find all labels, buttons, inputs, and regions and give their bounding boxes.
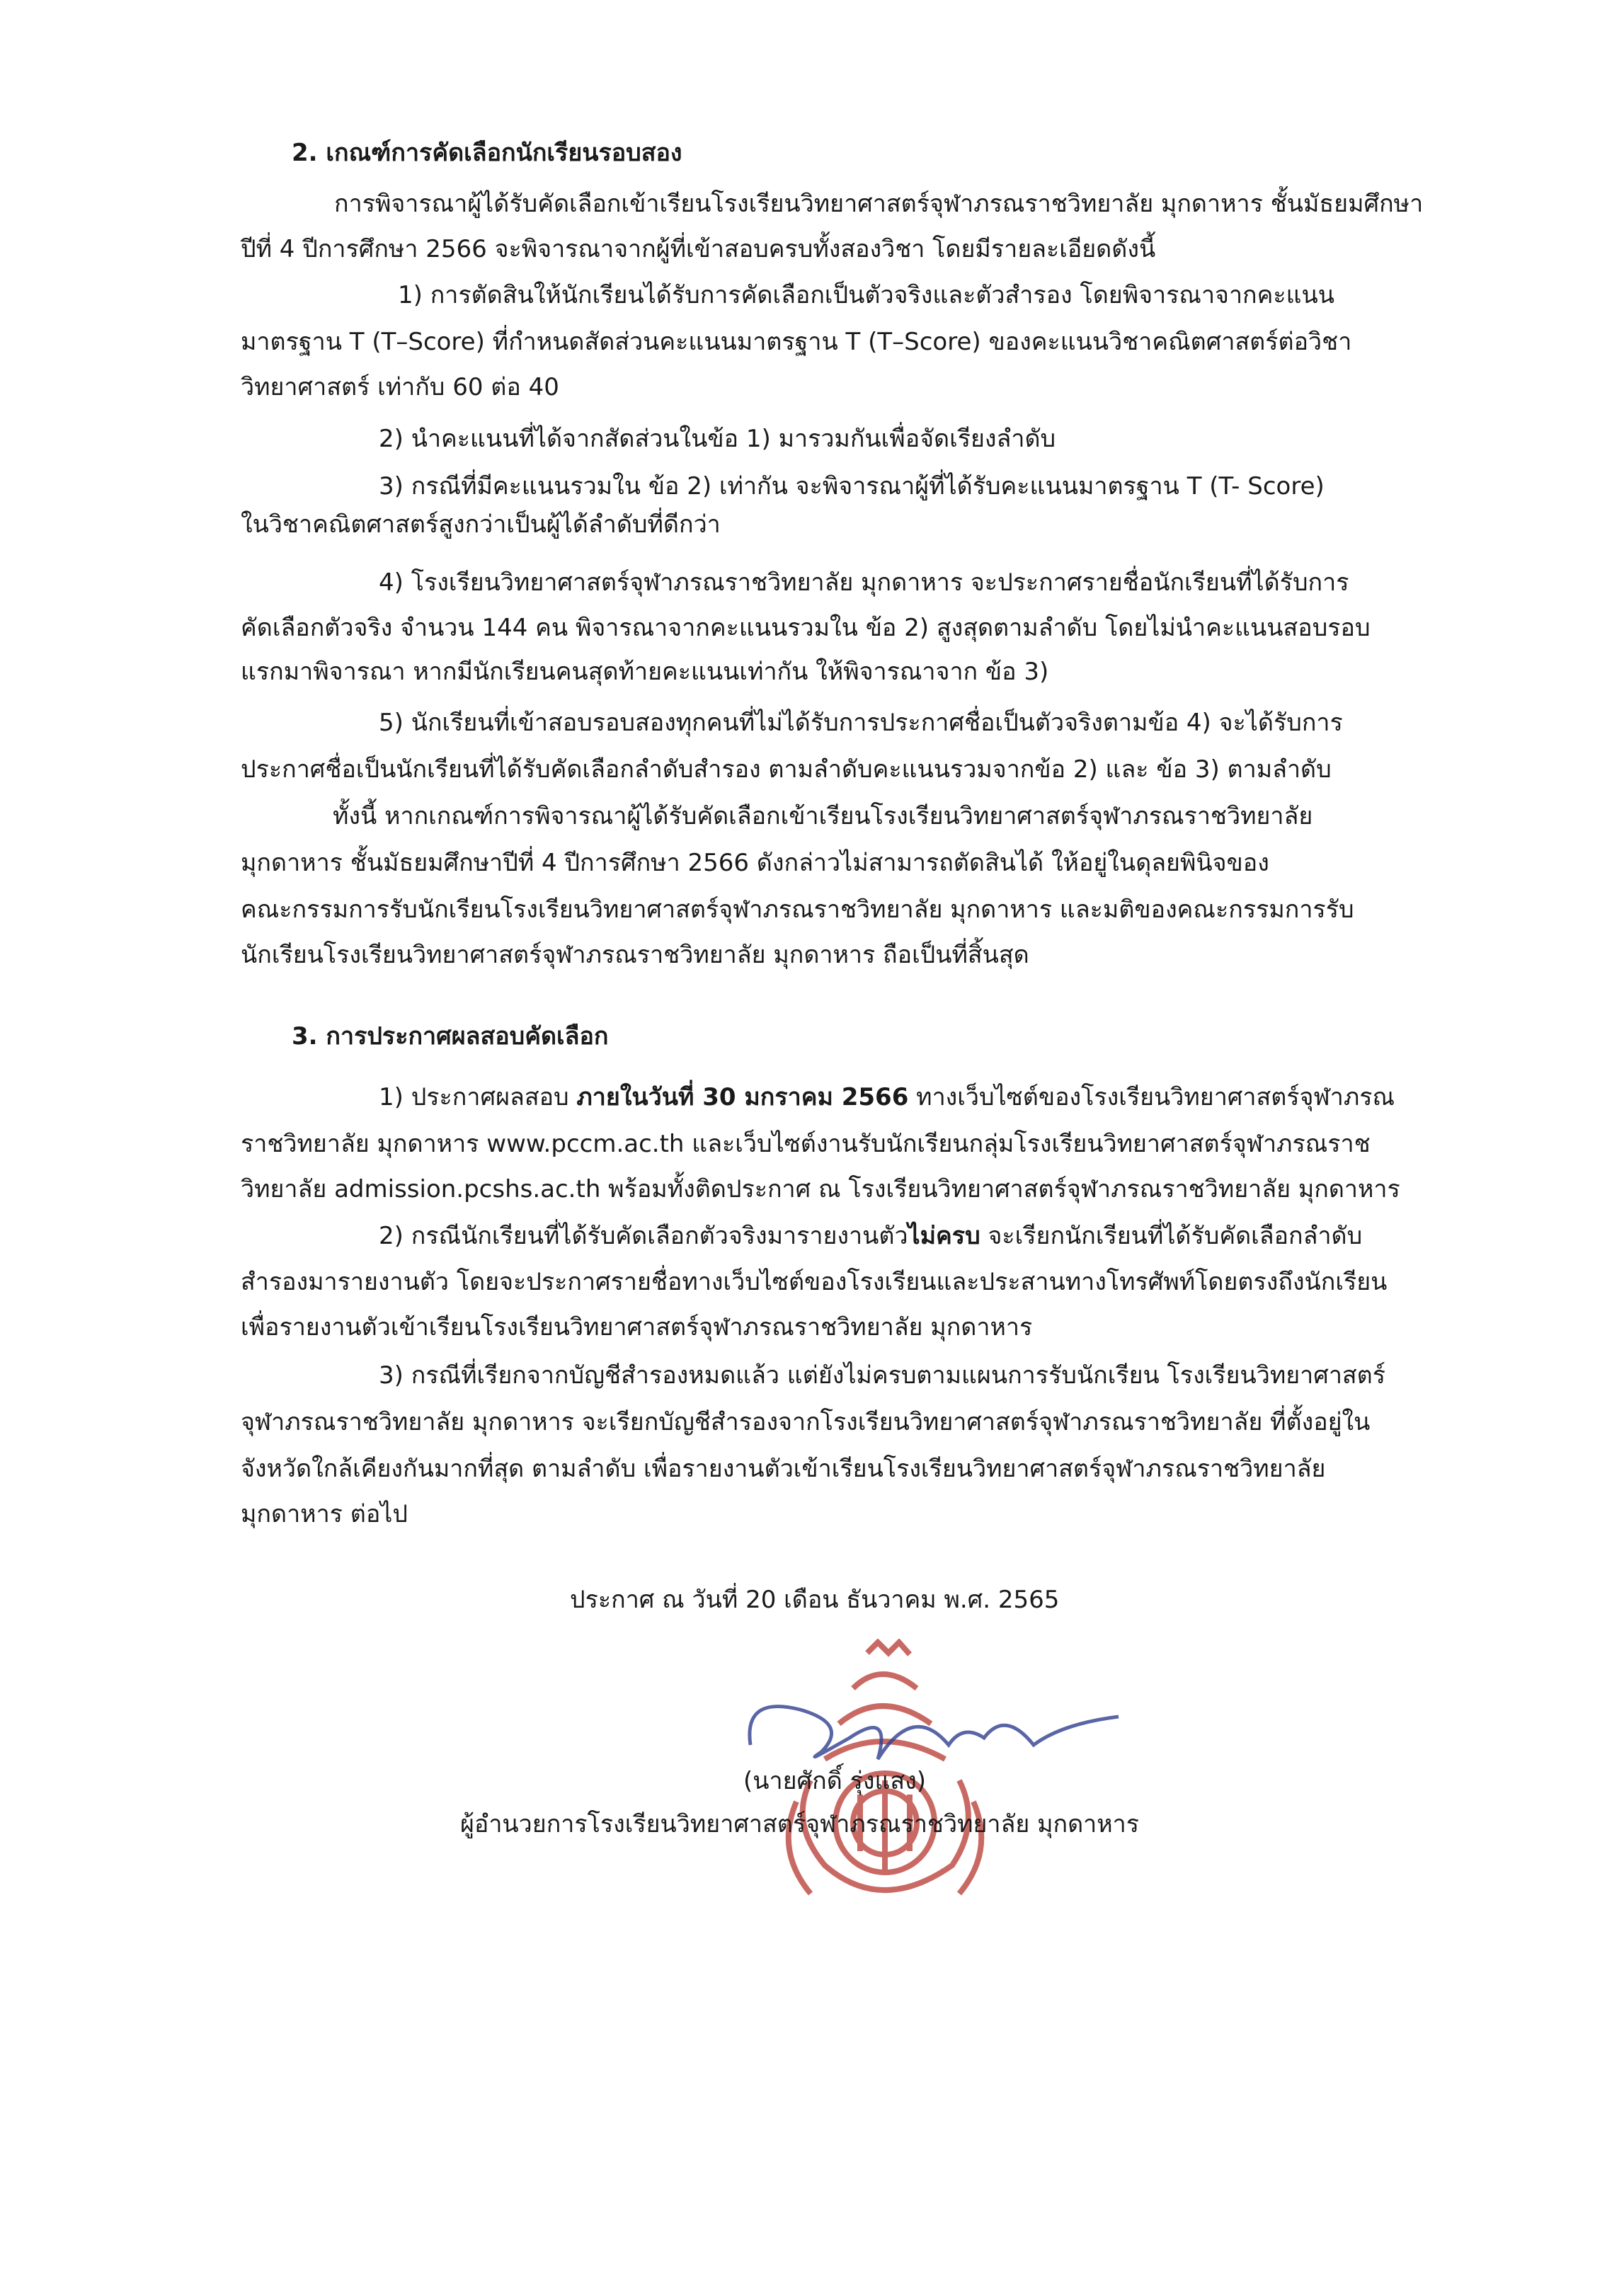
- section-3-heading: 3. การประกาศผลสอบคัดเลือก: [292, 1022, 609, 1051]
- result-item-2: [379, 1218, 1362, 1254]
- closing-paragraph: นักเรียนโรงเรียนวิทยาศาสตร์จุฬาภรณราชวิทยาลัย มุกดาหาร ถือเป็นที่สิ้นสุด: [241, 941, 1029, 969]
- result-item-2: เพื่อรายงานตัวเข้าเรียนโรงเรียนวิทยาศาสตร์จุฬาภรณราชวิทยาลัย มุกดาหาร: [241, 1313, 1033, 1341]
- closing-paragraph: คณะกรรมการรับนักเรียนโรงเรียนวิทยาศาสตร์จุฬาภรณราชวิทยาลัย มุกดาหาร และมติของคณะกรรมการรับ: [241, 895, 1354, 924]
- incomplete-emphasis: ไม่ครบ: [908, 1222, 980, 1250]
- result-item-1-text: ทางเว็บไซต์ของโรงเรียนวิทยาศาสตร์จุฬาภรณ: [908, 1083, 1395, 1111]
- section-2-intro-line: ปีที่ 4 ปีการศึกษา 2566 จะพิจารณาจากผู้ที่เข้าสอบครบทั้งสองวิชา โดยมีรายละเอียดดังนี้: [241, 235, 1156, 263]
- result-item-3: จุฬาภรณราชวิทยาลัย มุกดาหาร จะเรียกบัญชีสำรองจากโรงเรียนวิทยาศาสตร์จุฬาภรณราชวิทยาลัย ที่ตั้งอยู่ใน: [241, 1408, 1371, 1436]
- criteria-item-1: 1) การตัดสินให้นักเรียนได้รับการคัดเลือกเป็นตัวจริงและตัวสำรอง โดยพิจารณาจากคะแนน: [398, 281, 1335, 309]
- criteria-item-5: 5) นักเรียนที่เข้าสอบรอบสองทุกคนที่ไม่ได้รับการประกาศชื่อเป็นตัวจริงตามข้อ 4) จะได้รับการ: [379, 709, 1343, 737]
- result-item-3: มุกดาหาร ต่อไป: [241, 1500, 408, 1528]
- announcement-date: ประกาศ ณ วันที่ 20 เดือน ธันวาคม พ.ศ. 2565: [570, 1586, 1060, 1614]
- criteria-item-1: วิทยาศาสตร์ เท่ากับ 60 ต่อ 40: [241, 373, 559, 401]
- criteria-item-1: มาตรฐาน T (T–Score) ที่กำหนดสัดส่วนคะแนนมาตรฐาน T (T–Score) ของคะแนนวิชาคณิตศาสตร์ต่อวิชา: [241, 328, 1352, 356]
- signer-title: ผู้อำนวยการโรงเรียนวิทยาศาสตร์จุฬาภรณราชวิทยาลัย มุกดาหาร: [460, 1810, 1140, 1838]
- criteria-item-3: 3) กรณีที่มีคะแนนรวมใน ข้อ 2) เท่ากัน จะพิจารณาผู้ที่ได้รับคะแนนมาตรฐาน T (T- Score): [379, 472, 1325, 500]
- result-date-emphasis: ภายในวันที่ 30 มกราคม 2566: [576, 1083, 909, 1111]
- result-item-2-text: 2) กรณีนักเรียนที่ได้รับคัดเลือกตัวจริงมารายงานตัว: [379, 1222, 908, 1250]
- result-item-2: สำรองมารายงานตัว โดยจะประกาศรายชื่อทางเว็บไซต์ของโรงเรียนและประสานทางโทรศัพท์โดยตรงถึงนักเรียน: [241, 1268, 1388, 1296]
- criteria-item-4: 4) โรงเรียนวิทยาศาสตร์จุฬาภรณราชวิทยาลัย มุกดาหาร จะประกาศรายชื่อนักเรียนที่ได้รับการ: [379, 568, 1349, 597]
- result-item-1: ราชวิทยาลัย มุกดาหาร www.pccm.ac.th และเว็บไซต์งานรับนักเรียนกลุ่มโรงเรียนวิทยาศาสตร์จุฬาภรณราช: [241, 1130, 1371, 1158]
- result-item-1: วิทยาลัย admission.pcshs.ac.th พร้อมทั้งติดประกาศ ณ โรงเรียนวิทยาศาสตร์จุฬาภรณราชวิทยาลัย มุกดาหาร: [241, 1175, 1400, 1203]
- signer-name: (นายศักดิ์ รุ่งแสง): [743, 1767, 926, 1795]
- section-2-heading: 2. เกณฑ์การคัดเลือกนักเรียนรอบสอง: [292, 139, 682, 167]
- result-item-1-text: 1) ประกาศผลสอบ: [379, 1083, 577, 1111]
- closing-paragraph: ทั้งนี้ หากเกณฑ์การพิจารณาผู้ได้รับคัดเลือกเข้าเรียนโรงเรียนวิทยาศาสตร์จุฬาภรณราชวิทยาลัย: [333, 802, 1313, 830]
- closing-paragraph: มุกดาหาร ชั้นมัธยมศึกษาปีที่ 4 ปีการศึกษา 2566 ดังกล่าวไม่สามารถตัดสินได้ ให้อยู่ในดุลยพินิจของ: [241, 849, 1269, 877]
- criteria-item-5: ประกาศชื่อเป็นนักเรียนที่ได้รับคัดเลือกลำดับสำรอง ตามลำดับคะแนนรวมจากข้อ 2) และ ข้อ 3) ตามลำดับ: [241, 755, 1332, 784]
- criteria-item-3: ในวิชาคณิตศาสตร์สูงกว่าเป็นผู้ได้ลำดับที่ดีกว่า: [241, 510, 721, 539]
- result-item-2-text: จะเรียกนักเรียนที่ได้รับคัดเลือกลำดับ: [980, 1222, 1363, 1250]
- criteria-item-4: แรกมาพิจารณา หากมีนักเรียนคนสุดท้ายคะแนนเท่ากัน ให้พิจารณาจาก ข้อ 3): [241, 658, 1049, 686]
- result-item-3: จังหวัดใกล้เคียงกันมากที่สุด ตามลำดับ เพื่อรายงานตัวเข้าเรียนโรงเรียนวิทยาศาสตร์จุฬาภรณราชวิทยาลัย: [241, 1455, 1326, 1483]
- criteria-item-2: 2) นำคะแนนที่ได้จากสัดส่วนในข้อ 1) มารวมกันเพื่อจัดเรียงลำดับ: [379, 425, 1056, 453]
- result-item-1: [379, 1079, 1395, 1116]
- signature-icon: [736, 1681, 1133, 1773]
- result-item-3: 3) กรณีที่เรียกจากบัญชีสำรองหมดแล้ว แต่ยังไม่ครบตามแผนการรับนักเรียน โรงเรียนวิทยาศาสตร์: [379, 1361, 1386, 1390]
- criteria-item-4: คัดเลือกตัวจริง จำนวน 144 คน พิจารณาจากคะแนนรวมใน ข้อ 2) สูงสุดตามลำดับ โดยไม่นำคะแนนสอบรอบ: [241, 614, 1371, 642]
- section-2-intro-line: การพิจารณาผู้ได้รับคัดเลือกเข้าเรียนโรงเรียนวิทยาศาสตร์จุฬาภรณราชวิทยาลัย มุกดาหาร ชั้นมัธยมศึกษา: [334, 190, 1424, 218]
